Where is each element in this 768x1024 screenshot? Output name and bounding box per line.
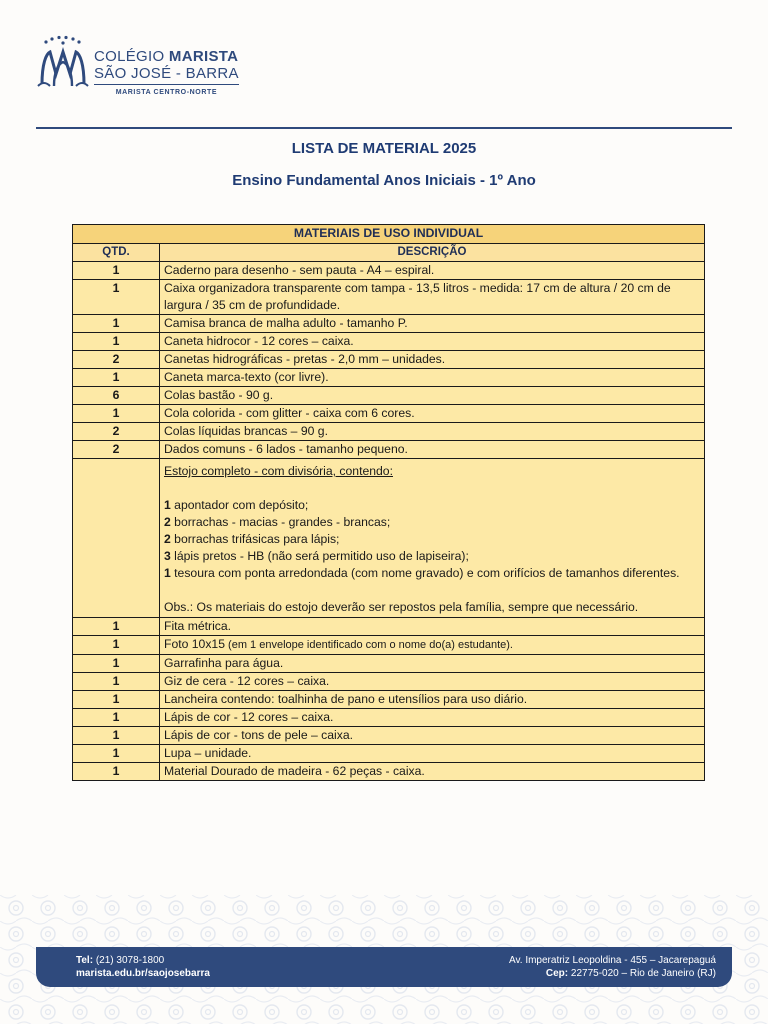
table-row [73, 618, 705, 636]
desc-cell: Caixa organizadora transparente com tampa - 13,5 litros - medida: 17 cm de altura / 20 cm de largura / 35 cm de profundidade. [160, 280, 705, 315]
table-row [73, 262, 705, 280]
table-row [73, 727, 705, 745]
desc-cell [160, 636, 705, 655]
desc-cell: Cola colorida - com glitter - caixa com 6 cores. [160, 405, 705, 423]
phone-label: Tel: [76, 955, 94, 966]
footer-website[interactable] [76, 967, 210, 980]
qty-cell: 1 [73, 369, 160, 387]
table-row [73, 351, 705, 369]
logo-province: MARISTA CENTRO-NORTE [115, 89, 218, 96]
website-link[interactable]: marista.edu.br/saojosebarra [76, 968, 210, 979]
qty-cell: 1 [73, 673, 160, 691]
table-row [73, 369, 705, 387]
footer-address [509, 954, 716, 980]
qty-cell: 2 [73, 423, 160, 441]
logo-school-name [94, 48, 239, 65]
column-header-row [73, 244, 705, 262]
desc-cell: Camisa branca de malha adulto - tamanho P. [160, 315, 705, 333]
table-row [73, 387, 705, 405]
logo-prefix: COLÉGIO [94, 48, 169, 65]
desc-cell: Lancheira contendo: toalhinha de pano e utensílios para uso diário. [160, 691, 705, 709]
footer-contacts [76, 954, 210, 980]
qty-cell: 1 [73, 691, 160, 709]
desc-cell: Fita métrica. [160, 618, 705, 636]
table-row [73, 333, 705, 351]
desc-cell: Caneta hidrocor - 12 cores – caixa. [160, 333, 705, 351]
table-row [73, 709, 705, 727]
table-row [73, 745, 705, 763]
marist-monogram-icon [36, 34, 90, 94]
desc-cell: Giz de cera - 12 cores – caixa. [160, 673, 705, 691]
page-subtitle: Ensino Fundamental Anos Iniciais - 1º Ano [232, 172, 536, 189]
footer-contact-bar [36, 947, 732, 987]
qty-cell: 2 [73, 351, 160, 369]
qty-cell: 1 [73, 333, 160, 351]
qty-cell: 1 [73, 745, 160, 763]
phone-value: (21) 3078-1800 [93, 955, 165, 966]
qty-cell: 1 [73, 709, 160, 727]
pencil-case-note: Obs.: Os materiais do estojo deverão ser repostos pela família, sempre que necessário. [164, 600, 639, 614]
item-text: borrachas - macias - grandes - brancas; [170, 515, 391, 529]
item-text: tesoura com ponta arredondada (com nome gravado) e com orifícios de tamanhos diferentes. [170, 566, 680, 580]
qty-cell: 1 [73, 636, 160, 655]
qty-cell: 1 [73, 280, 160, 315]
pencil-case-item [164, 548, 700, 565]
item-text: borrachas trifásicas para lápis; [170, 532, 340, 546]
qty-cell: 1 [73, 727, 160, 745]
pencil-case-item [164, 497, 700, 514]
cep-line [509, 967, 716, 980]
school-logo [36, 34, 276, 104]
pencil-case-item [164, 514, 700, 531]
table-row [73, 441, 705, 459]
section-header-row [73, 225, 705, 244]
desc-cell: Caderno para desenho - sem pauta - A4 – espiral. [160, 262, 705, 280]
table-row [73, 280, 705, 315]
desc-cell: Lupa – unidade. [160, 745, 705, 763]
pencil-case-item [164, 565, 700, 582]
section-title: MATERIAIS DE USO INDIVIDUAL [73, 225, 705, 244]
item-count: 1 [164, 498, 171, 512]
table-row [73, 763, 705, 781]
logo-wordmark [94, 48, 239, 96]
item-text: apontador com depósito; [170, 498, 309, 512]
desc-column-header: DESCRIÇÃO [160, 244, 705, 262]
item-text: lápis pretos - HB (não será permitido uso de lapiseira); [170, 549, 469, 563]
item-count: 1 [164, 566, 171, 580]
page-title: LISTA DE MATERIAL 2025 [291, 140, 477, 157]
header-divider [36, 127, 732, 129]
qty-column-header: QTD. [73, 244, 160, 262]
qty-cell: 1 [73, 405, 160, 423]
desc-cell: Colas bastão - 90 g. [160, 387, 705, 405]
qty-cell: 6 [73, 387, 160, 405]
desc-cell: Canetas hidrográficas - pretas - 2,0 mm – unidades. [160, 351, 705, 369]
table-row [73, 315, 705, 333]
table-row [73, 423, 705, 441]
item-count: 2 [164, 515, 171, 529]
qty-cell: 1 [73, 655, 160, 673]
table-row [73, 405, 705, 423]
item-count: 3 [164, 549, 171, 563]
qty-cell: 1 [73, 262, 160, 280]
desc-cell: Garrafinha para água. [160, 655, 705, 673]
item-count: 2 [164, 532, 171, 546]
qty-cell: 1 [73, 315, 160, 333]
cep-label: Cep: [545, 968, 569, 979]
pencil-case-row [73, 459, 705, 618]
qty-cell: 2 [73, 441, 160, 459]
spacer [164, 480, 700, 497]
material-table [72, 224, 705, 781]
address-line: Av. Imperatriz Leopoldina - 455 – Jacarepaguá [509, 955, 716, 966]
table-row [73, 655, 705, 673]
desc-cell: Dados comuns - 6 lados - tamanho pequeno. [160, 441, 705, 459]
desc-cell: Lápis de cor - 12 cores – caixa. [160, 709, 705, 727]
photo-desc-main: Foto 10x15 [164, 637, 225, 651]
table-row [73, 673, 705, 691]
pencil-case-title: Estojo completo - com divisória, contendo: [164, 464, 393, 478]
logo-unit-name: SÃO JOSÉ - BARRA [94, 65, 239, 85]
desc-cell: Caneta marca-texto (cor livre). [160, 369, 705, 387]
logo-bold: MARISTA [168, 48, 239, 65]
qty-cell: 1 [73, 763, 160, 781]
desc-cell: Colas líquidas brancas – 90 g. [160, 423, 705, 441]
photo-desc-detail: (em 1 envelope identificado com o nome do(a) estudante). [224, 639, 513, 651]
table-row [73, 636, 705, 655]
spacer [164, 582, 700, 599]
desc-cell: Lápis de cor - tons de pele – caixa. [160, 727, 705, 745]
table-row [73, 691, 705, 709]
pencil-case-item [164, 531, 700, 548]
desc-cell: Material Dourado de madeira - 62 peças - caixa. [160, 763, 705, 781]
qty-cell: 1 [73, 618, 160, 636]
cep-value: 22775-020 – Rio de Janeiro (RJ) [568, 968, 716, 979]
qty-cell [73, 459, 160, 618]
footer-phone [76, 954, 210, 967]
pencil-case-desc [160, 459, 705, 618]
